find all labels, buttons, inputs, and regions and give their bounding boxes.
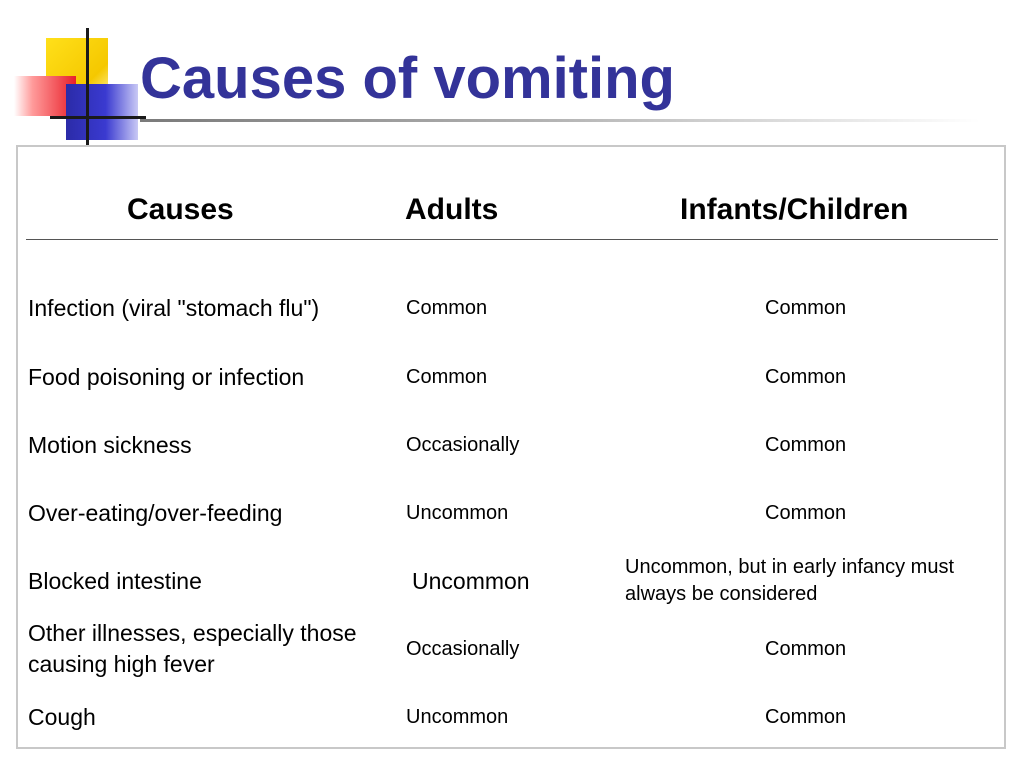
children-cell: Uncommon, but in early infancy must always be considered	[625, 556, 955, 605]
cause-cell: Blocked intestine	[28, 567, 202, 594]
table-row	[0, 426, 1024, 464]
children-cell: Common	[765, 296, 847, 319]
table-row	[0, 494, 1024, 532]
adults-cell: Uncommon	[412, 567, 530, 594]
cause-cell: Cough	[28, 703, 96, 730]
adults-cell: Occasionally	[406, 637, 520, 660]
blue-square-shape	[66, 84, 138, 140]
children-cell: Common	[765, 705, 847, 728]
header-divider	[26, 239, 998, 240]
column-header-children: Infants/Children	[680, 193, 909, 226]
adults-cell: Common	[406, 365, 488, 388]
vertical-line-shape	[86, 28, 89, 146]
cause-cell: Over-eating/over-feeding	[28, 499, 283, 526]
children-cell: Common	[765, 501, 847, 524]
table-row	[0, 358, 1024, 396]
adults-cell: Occasionally	[406, 433, 520, 456]
children-cell: Common	[765, 365, 847, 388]
table-row	[0, 618, 1024, 680]
cause-cell: Food poisoning or infection	[28, 363, 305, 390]
page-title: Causes of vomiting	[140, 46, 675, 111]
table-row	[0, 272, 1024, 344]
cause-cell: Other illnesses, especially those causing high fever	[28, 620, 357, 677]
children-cell: Common	[765, 433, 847, 456]
adults-cell: Uncommon	[406, 705, 509, 728]
adults-cell: Uncommon	[406, 501, 509, 524]
adults-cell: Common	[406, 296, 488, 319]
cause-cell: Motion sickness	[28, 431, 192, 458]
column-header-causes: Causes	[127, 193, 234, 226]
children-cell: Common	[765, 637, 847, 660]
horizontal-line-shape	[50, 116, 146, 119]
title-underline	[140, 119, 980, 122]
decorative-logo	[0, 0, 150, 150]
table-row	[0, 552, 1024, 610]
column-header-adults: Adults	[405, 193, 499, 226]
table-row	[0, 698, 1024, 736]
cause-cell: Infection (viral "stomach flu")	[28, 294, 320, 321]
